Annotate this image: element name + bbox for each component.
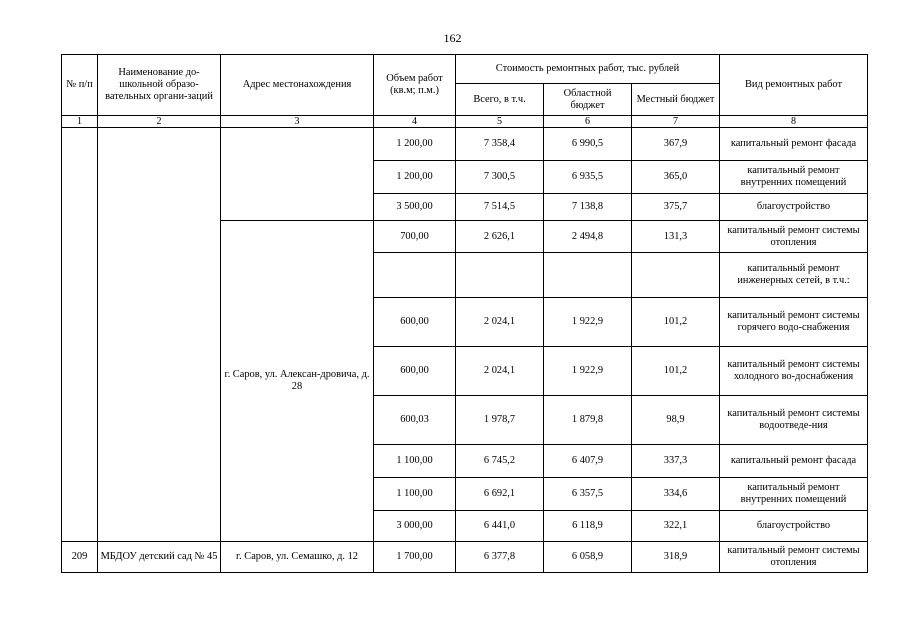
total-cell: 7 358,4 — [456, 128, 544, 161]
header-kind: Вид ремонтных работ — [720, 55, 868, 116]
regional-cell: 6 357,5 — [544, 478, 632, 511]
address-cell: г. Саров, ул. Алексан-дровича, д. 28 — [221, 221, 374, 542]
header-regional: Областной бюджет — [544, 84, 632, 116]
kind-cell: капитальный ремонт внутренних помещений — [720, 478, 868, 511]
col-number: 1 — [62, 116, 98, 128]
kind-cell: капитальный ремонт системы отопления — [720, 221, 868, 253]
regional-cell: 6 407,9 — [544, 445, 632, 478]
kind-cell: благоустройство — [720, 194, 868, 221]
num-cell: 209 — [62, 542, 98, 573]
regional-cell — [544, 253, 632, 298]
regional-cell: 6 118,9 — [544, 511, 632, 542]
header-volume: Объем работ (кв.м; п.м.) — [374, 55, 456, 116]
kind-cell: капитальный ремонт фасада — [720, 128, 868, 161]
col-number: 2 — [98, 116, 221, 128]
column-number-row — [62, 116, 868, 128]
kind-cell: капитальный ремонт системы холодного во-доснабжения — [720, 347, 868, 396]
volume-cell: 1 200,00 — [374, 128, 456, 161]
local-cell: 98,9 — [632, 396, 720, 445]
col-number: 6 — [544, 116, 632, 128]
volume-cell: 600,00 — [374, 298, 456, 347]
regional-cell: 1 879,8 — [544, 396, 632, 445]
local-cell: 365,0 — [632, 161, 720, 194]
regional-cell: 6 058,9 — [544, 542, 632, 573]
volume-cell: 3 500,00 — [374, 194, 456, 221]
page-number: 162 — [443, 31, 462, 45]
col-number: 7 — [632, 116, 720, 128]
kind-cell: капитальный ремонт системы горячего водо-снабжения — [720, 298, 868, 347]
total-cell: 7 300,5 — [456, 161, 544, 194]
table-row — [62, 542, 868, 573]
local-cell: 101,2 — [632, 347, 720, 396]
name-cell-empty — [98, 128, 221, 542]
volume-cell: 600,03 — [374, 396, 456, 445]
address-cell-empty — [221, 128, 374, 221]
col-number: 4 — [374, 116, 456, 128]
local-cell: 334,6 — [632, 478, 720, 511]
total-cell: 6 441,0 — [456, 511, 544, 542]
address-cell: г. Саров, ул. Семашко, д. 12 — [221, 542, 374, 573]
total-cell: 2 024,1 — [456, 298, 544, 347]
total-cell: 7 514,5 — [456, 194, 544, 221]
local-cell: 367,9 — [632, 128, 720, 161]
volume-cell: 1 700,00 — [374, 542, 456, 573]
regional-cell: 7 138,8 — [544, 194, 632, 221]
table-row — [62, 128, 868, 161]
local-cell: 337,3 — [632, 445, 720, 478]
total-cell: 6 692,1 — [456, 478, 544, 511]
total-cell: 2 024,1 — [456, 347, 544, 396]
total-cell: 2 626,1 — [456, 221, 544, 253]
volume-cell: 600,00 — [374, 347, 456, 396]
kind-cell: капитальный ремонт системы водоотведе-ния — [720, 396, 868, 445]
header-name: Наименование до-школьной образо-вательных органи-заций — [98, 55, 221, 116]
total-cell: 1 978,7 — [456, 396, 544, 445]
num-cell-empty — [62, 128, 98, 542]
local-cell: 318,9 — [632, 542, 720, 573]
col-number: 3 — [221, 116, 374, 128]
col-number: 5 — [456, 116, 544, 128]
header-cost: Стоимость ремонтных работ, тыс. рублей — [456, 55, 720, 84]
kind-cell: капитальный ремонт внутренних помещений — [720, 161, 868, 194]
volume-cell: 1 100,00 — [374, 445, 456, 478]
repair-works-table — [61, 54, 868, 573]
header-address: Адрес местонахождения — [221, 55, 374, 116]
kind-cell: капитальный ремонт системы отопления — [720, 542, 868, 573]
regional-cell: 6 990,5 — [544, 128, 632, 161]
kind-cell: благоустройство — [720, 511, 868, 542]
regional-cell: 1 922,9 — [544, 298, 632, 347]
col-number: 8 — [720, 116, 868, 128]
header-num: № п/п — [62, 55, 98, 116]
total-cell: 6 745,2 — [456, 445, 544, 478]
volume-cell: 1 100,00 — [374, 478, 456, 511]
regional-cell: 6 935,5 — [544, 161, 632, 194]
regional-cell: 1 922,9 — [544, 347, 632, 396]
kind-cell: капитальный ремонт фасада — [720, 445, 868, 478]
local-cell: 131,3 — [632, 221, 720, 253]
header-local: Местный бюджет — [632, 84, 720, 116]
local-cell: 101,2 — [632, 298, 720, 347]
regional-cell: 2 494,8 — [544, 221, 632, 253]
volume-cell: 3 000,00 — [374, 511, 456, 542]
volume-cell: 1 200,00 — [374, 161, 456, 194]
total-cell: 6 377,8 — [456, 542, 544, 573]
header-total: Всего, в т.ч. — [456, 84, 544, 116]
total-cell — [456, 253, 544, 298]
kind-cell: капитальный ремонт инженерных сетей, в т.ч.: — [720, 253, 868, 298]
local-cell: 375,7 — [632, 194, 720, 221]
local-cell — [632, 253, 720, 298]
local-cell: 322,1 — [632, 511, 720, 542]
name-cell: МБДОУ детский сад № 45 — [98, 542, 221, 573]
volume-cell: 700,00 — [374, 221, 456, 253]
volume-cell — [374, 253, 456, 298]
